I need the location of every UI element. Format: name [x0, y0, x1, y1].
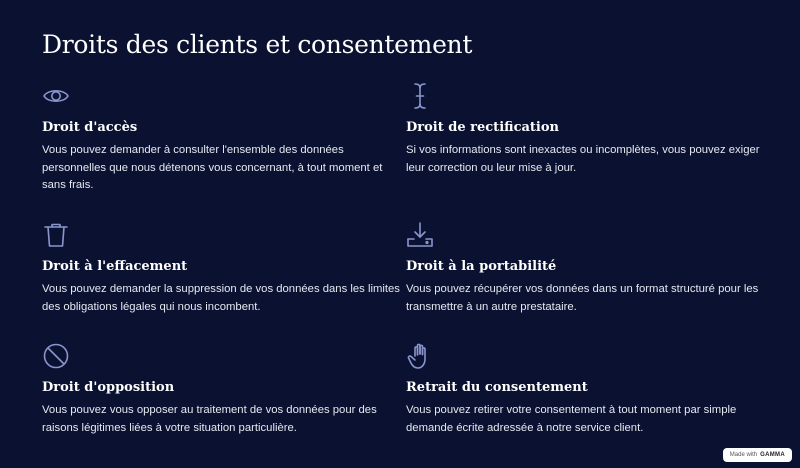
- card-title: Droit d'opposition: [42, 380, 175, 395]
- right-withdrawal-card: [406, 342, 766, 434]
- card-title: Retrait du consentement: [406, 380, 588, 395]
- card-title: Droit d'accès: [42, 120, 138, 135]
- badge-brand: GAMMA: [760, 452, 785, 458]
- trash-icon: [42, 221, 70, 249]
- eye-icon: [42, 82, 70, 110]
- right-objection-card: [42, 342, 402, 434]
- right-portability-card: [406, 221, 766, 313]
- page-title: Droits des clients et consentement: [42, 30, 473, 59]
- right-rectification-card: [406, 82, 766, 174]
- card-text: Vous pouvez vous opposer au traitement de vos données pour des raisons légitimes liées à votre situation particulière.: [42, 404, 377, 434]
- card-text: Vous pouvez demander à consulter l'ensemble des données personnelles que nous détenons vous concernant, à tout moment et sans frais.: [42, 144, 383, 191]
- download-icon: [406, 221, 434, 249]
- card-title: Droit à l'effacement: [42, 259, 188, 274]
- card-title: Droit de rectification: [406, 120, 559, 135]
- card-text: Vous pouvez retirer votre consentement à tout moment par simple demande écrite adressée à notre service client.: [406, 404, 737, 434]
- text-cursor-icon: [406, 82, 434, 110]
- card-text: Vous pouvez récupérer vos données dans un format structuré pour les transmettre à un autre prestataire.: [406, 283, 759, 313]
- card-text: Vous pouvez demander la suppression de vos données dans les limites des obligations légales qui nous incombent.: [42, 283, 400, 313]
- card-text: Si vos informations sont inexactes ou incomplètes, vous pouvez exiger leur correction ou leur mise à jour.: [406, 144, 760, 174]
- ban-icon: [42, 342, 70, 370]
- badge-prefix: Made with: [729, 452, 758, 458]
- right-erasure-card: [42, 221, 402, 313]
- made-with-badge[interactable]: [723, 448, 792, 462]
- hand-icon: [406, 342, 434, 370]
- card-title: Droit à la portabilité: [406, 259, 557, 274]
- right-access-card: [42, 82, 402, 191]
